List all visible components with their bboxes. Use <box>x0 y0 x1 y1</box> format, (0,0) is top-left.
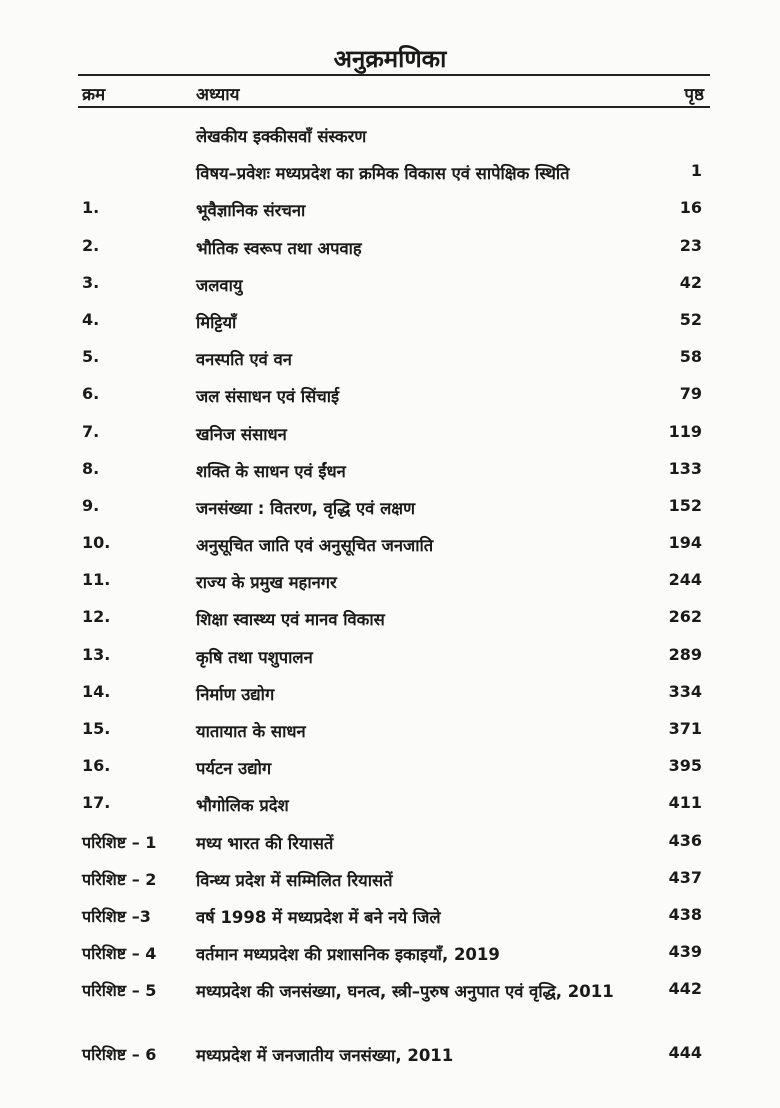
toc-entry <box>78 230 710 267</box>
entry-page: 119 <box>668 421 702 441</box>
entry-page: 58 <box>679 347 702 367</box>
entry-title: निर्माण उद्योग <box>196 684 275 704</box>
entry-number: 17. <box>82 793 111 813</box>
entry-title: विषय–प्रवेशः मध्यप्रदेश का क्रमिक विकास एवं सापेक्षिक स्थिति <box>196 164 570 184</box>
entry-number: 6. <box>82 384 100 404</box>
entry-page: 436 <box>668 830 702 850</box>
entry-title: शक्ति के साधन एवं ईंधन <box>196 461 346 481</box>
toc-entry <box>78 341 710 378</box>
toc-entry <box>78 639 710 676</box>
entry-number: परिशिष्ट –3 <box>82 906 151 926</box>
entry-page: 1 <box>690 161 702 181</box>
entry-page: 23 <box>679 235 702 255</box>
entry-page: 289 <box>668 644 702 664</box>
entry-number: परिशिष्ट – 2 <box>82 869 157 889</box>
entry-title: जनसंख्या : वितरण, वृद्धि एवं लक्षण <box>196 498 416 518</box>
header-number: क्रम <box>82 85 106 105</box>
entry-number: 15. <box>82 719 111 738</box>
entry-number: 12. <box>82 607 111 627</box>
entry-title: भूवैज्ञानिक संरचना <box>196 201 306 221</box>
entry-title: वर्तमान मध्यप्रदेश की प्रशासनिक इकाइयाँ, 2019 <box>196 945 500 965</box>
entry-title: पर्यटन उद्योग <box>196 759 272 779</box>
entry-title: राज्य के प्रमुख महानगर <box>196 573 337 593</box>
toc-entry <box>78 527 710 564</box>
entry-page: 442 <box>668 979 702 999</box>
toc-entry <box>78 601 710 638</box>
entry-number: 8. <box>82 458 100 478</box>
entry-number: 13. <box>82 644 111 664</box>
entry-title: जल संसाधन एवं सिंचाई <box>196 387 340 407</box>
entry-number: परिशिष्ट – 6 <box>82 1045 157 1065</box>
entry-page: 152 <box>668 495 702 515</box>
entry-title: मिट्टियाँ <box>196 312 237 332</box>
table-header <box>78 82 710 104</box>
entry-page: 244 <box>668 570 702 590</box>
toc-entry <box>78 899 710 936</box>
entry-page: 444 <box>668 1043 702 1063</box>
entry-page: 194 <box>668 533 702 553</box>
entry-title: वनस्पति एवं वन <box>196 350 292 370</box>
top-rule <box>78 74 710 76</box>
entry-title: यातायात के साधन <box>196 722 306 741</box>
toc-entry <box>78 862 710 899</box>
toc-entry <box>78 1037 710 1074</box>
entry-number: 9. <box>82 495 100 515</box>
toc-entry <box>78 936 710 973</box>
entry-number: 10. <box>82 533 111 553</box>
entry-number: 14. <box>82 681 111 701</box>
toc-entry <box>78 490 710 527</box>
entry-title: जलवायु <box>196 275 243 295</box>
entry-number: 1. <box>82 198 100 218</box>
entry-page: 437 <box>668 867 702 887</box>
toc-entry <box>78 713 710 750</box>
entry-title: कृषि तथा पशुपालन <box>196 647 313 667</box>
toc-entry <box>78 118 710 155</box>
toc-entry <box>78 825 710 862</box>
toc-entry <box>78 564 710 601</box>
entry-page: 262 <box>668 607 702 627</box>
entry-number: 11. <box>82 570 111 590</box>
header-rule <box>78 106 710 108</box>
entry-page: 438 <box>668 904 702 924</box>
entry-title: मध्यप्रदेश में जनजातीय जनसंख्या, 2011 <box>196 1046 454 1066</box>
entry-page: 16 <box>679 198 702 218</box>
entry-number: 3. <box>82 272 100 292</box>
toc-entry <box>78 973 710 1037</box>
toc-entry <box>78 304 710 341</box>
entry-title: शिक्षा स्वास्थ्य एवं मानव विकास <box>196 610 385 630</box>
toc-entry <box>78 750 710 787</box>
toc-entry <box>78 378 710 415</box>
entry-number: परिशिष्ट – 4 <box>82 944 157 964</box>
entry-page: 52 <box>679 309 702 329</box>
entry-number: 5. <box>82 347 100 367</box>
entry-number: 2. <box>82 235 100 255</box>
toc-entry <box>78 676 710 713</box>
entry-page: 79 <box>679 384 702 404</box>
entry-title: भौगोलिक प्रदेश <box>196 796 289 816</box>
entry-title: विन्ध्य प्रदेश में सम्मिलित रियासतें <box>196 870 393 890</box>
entry-page: 334 <box>668 681 702 701</box>
entry-number: 16. <box>82 756 111 776</box>
header-chapter: अध्याय <box>196 85 240 105</box>
entry-page: 42 <box>679 272 702 292</box>
entry-number: 7. <box>82 421 100 441</box>
toc-entry <box>78 155 710 192</box>
entry-title: भौतिक स्वरूप तथा अपवाह <box>196 238 362 258</box>
toc-entry <box>78 416 710 453</box>
page-title: अनुक्रमणिका <box>333 45 447 73</box>
entry-page: 439 <box>668 942 702 962</box>
entry-title: मध्य भारत की रियासतें <box>196 833 334 853</box>
entry-title: खनिज संसाधन <box>196 424 287 444</box>
header-page: पृष्ठ <box>684 85 704 105</box>
entry-title: वर्ष 1998 में मध्यप्रदेश में बने नये जिले <box>196 907 441 927</box>
entry-title: लेखकीय इक्कीसवाँ संस्करण <box>196 127 367 146</box>
entry-number: 4. <box>82 309 100 329</box>
entry-page: 133 <box>668 458 702 478</box>
entry-title: मध्यप्रदेश की जनसंख्या, घनत्व, स्त्री–पुरुष अनुपात एवं वृद्धि, 2011 <box>196 982 614 1002</box>
entry-number: परिशिष्ट – 1 <box>82 832 157 852</box>
toc-entry <box>78 787 710 824</box>
entry-page: 411 <box>668 793 702 813</box>
toc-entry <box>78 267 710 304</box>
toc-entry <box>78 453 710 490</box>
entry-page: 371 <box>668 719 702 738</box>
toc-list <box>78 118 710 1075</box>
toc-entry <box>78 192 710 229</box>
entry-title: अनुसूचित जाति एवं अनुसूचित जनजाति <box>196 536 434 556</box>
entry-number: परिशिष्ट – 5 <box>82 981 157 1001</box>
entry-page: 395 <box>668 756 702 776</box>
